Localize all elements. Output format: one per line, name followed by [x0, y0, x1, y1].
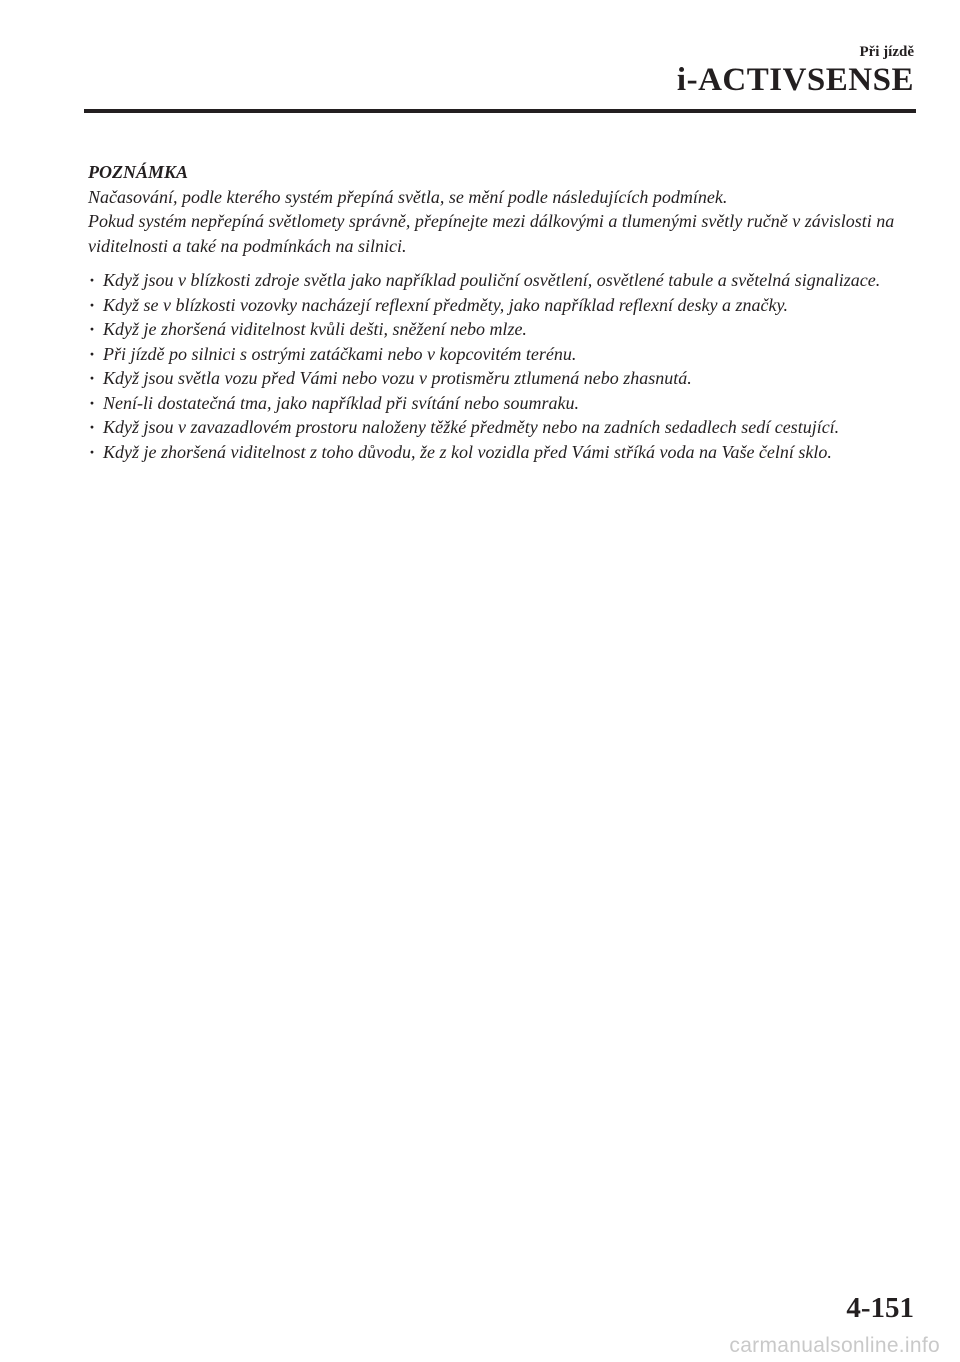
condition-list: [88, 268, 918, 464]
list-item: · Když jsou světla vozu před Vámi nebo vozu v protisměru ztlumená nebo zhasnutá.: [88, 366, 918, 391]
section-label: Při jízdě: [859, 44, 914, 60]
list-item: · Když je zhoršená viditelnost kvůli dešti, sněžení nebo mlze.: [88, 317, 918, 342]
header-divider: [84, 109, 916, 113]
page-title: i-ACTIVSENSE: [676, 62, 914, 98]
list-item: · Když se v blízkosti vozovky nacházejí reflexní předměty, jako například reflexní desky a značky.: [88, 293, 918, 318]
list-item: · Když je zhoršená viditelnost z toho důvodu, že z kol vozidla před Vámi stříká voda na Vaše čelní sklo.: [88, 440, 918, 465]
watermark: carmanualsonline.info: [729, 1334, 940, 1357]
list-item: · Když jsou v blízkosti zdroje světla jako například pouliční osvětlení, osvětlené tabule a světelná signalizace.: [88, 268, 918, 293]
list-item: · Při jízdě po silnici s ostrými zatáčkami nebo v kopcovitém terénu.: [88, 342, 918, 367]
list-item: · Není-li dostatečná tma, jako například při svítání nebo soumraku.: [88, 391, 918, 416]
note-paragraph: Načasování, podle kterého systém přepíná světla, se mění podle následujících podmínek.: [88, 186, 728, 207]
list-item: · Když jsou v zavazadlovém prostoru naloženy těžké předměty nebo na zadních sedadlech sedí cestující.: [88, 415, 918, 440]
note-heading: POZNÁMKA: [88, 162, 189, 182]
note-paragraph: Pokud systém nepřepíná světlomety správně, přepínejte mezi dálkovými a tlumenými světly ručně v závislosti na viditelnosti a také na podmínkách na silnici.: [88, 211, 895, 256]
page-number: 4-151: [846, 1292, 914, 1324]
note-block: [88, 160, 918, 464]
